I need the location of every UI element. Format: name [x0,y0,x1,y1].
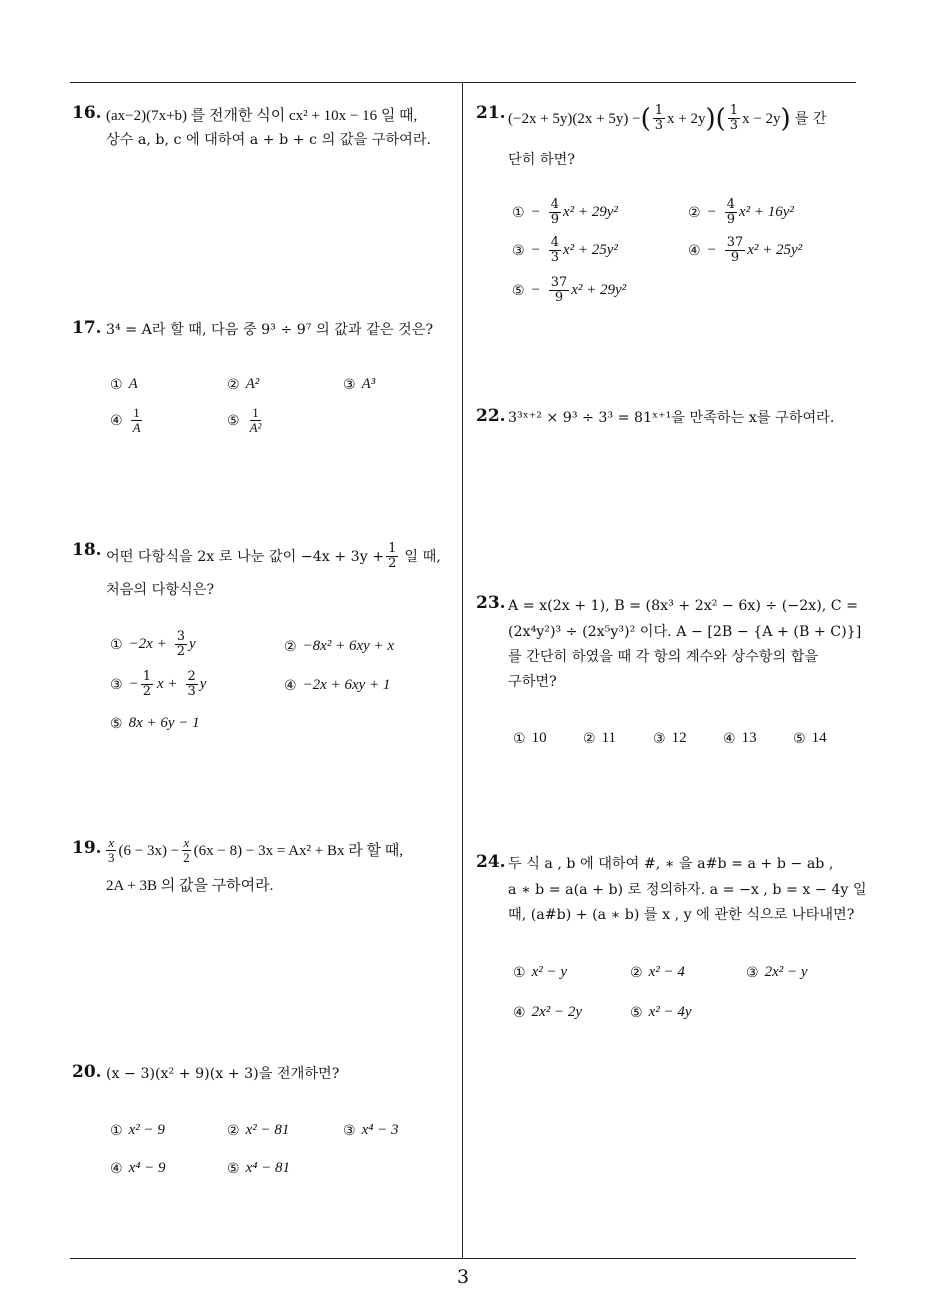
question-number: 21. [476,103,506,123]
choice-1[interactable]: ① − $\frac{4}{9}$ x² + 29y² [512,197,618,227]
choice-1[interactable]: ① −2x + $\frac{3}{2}$ y [110,629,196,659]
bottom-rule [70,1258,856,1259]
choice-4[interactable]: ④ x⁴ − 9 [110,1160,166,1177]
choice-2[interactable]: ② x² − 4 [630,964,685,981]
question-text: $\frac{x}{3}$ (6 − 3x) − $\frac{x}{2}$ (6x − 8) − 3x = Ax² + Bx 라 할 때, [108,835,403,865]
choice-5[interactable]: ⑤ − $\frac{37}{9}$ x² + 29y² [512,275,627,305]
question-number: 19. [72,838,102,858]
right-paren: ) [705,103,716,134]
choice-4[interactable]: ④ − $\frac{37}{9}$ x² + 25y² [688,235,803,265]
choice-1[interactable]: ① x² − 9 [110,1122,165,1139]
choice-4[interactable]: ④ $\frac{1}{A}$ [110,405,141,435]
question-number: 22. [476,406,506,426]
question-text: 처음의 다항식은? [106,582,215,598]
choice-3[interactable]: ③ − $\frac{1}{2}$ x + $\frac{2}{3}$ y [110,669,207,699]
question-number: 16. [72,103,102,123]
left-paren: ( [715,103,726,134]
choice-1[interactable]: ① x² − y [513,964,567,981]
choice-5[interactable]: ⑤ 14 [793,730,827,747]
question-text: (x − 3)(x² + 9)(x + 3)을 전개하면? [106,1066,340,1082]
choice-5[interactable]: ⑤ 8x + 6y − 1 [110,715,200,732]
question-text: 때, (a#b) + (a ∗ b) 를 x , y 에 관한 식으로 나타내면? [508,907,855,923]
question-text: 를 간단히 하였을 때 각 항의 계수와 상수항의 합을 [508,649,819,665]
question-text: 상수 a, b, c 에 대하여 a + b + c 의 값을 구하여라. [106,132,432,148]
question-text: (2x⁴y²)³ ÷ (2x⁵y³)² 이다. A − [2B − {A + (B + C)}] [508,624,862,640]
right-paren: ) [780,103,791,134]
question-text: a ∗ b = a(a + b) 로 정의하자. a = −x , b = x − 4y 일 [508,882,867,898]
question-text: (ax−2)(7x+b) 를 전개한 식이 cx² + 10x − 16 일 때, [106,108,418,124]
choice-3[interactable]: ③ x⁴ − 3 [343,1122,399,1139]
question-text: (−2x + 5y)(2x + 5y) − ( $\frac{1}{3}$ x + 2y ) ( $\frac{1}{3}$ x − 2y ) 를 간 [508,103,827,134]
choice-2[interactable]: ② x² − 81 [227,1122,290,1139]
choice-2[interactable]: ② − $\frac{4}{9}$ x² + 16y² [688,197,794,227]
column-divider [462,83,463,1259]
choice-3[interactable]: ③ A³ [343,376,376,393]
page-number: 3 [456,1266,470,1288]
choice-3[interactable]: ③ 12 [653,730,687,747]
question-text: 2A + 3B 의 값을 구하여라. [106,878,274,894]
choice-1[interactable]: ① A [110,376,138,393]
choice-2[interactable]: ② 11 [583,730,617,747]
question-text: 어떤 다항식을 2x 로 나눈 값이 −4x + 3y + $\frac{1}{2}$ 일 때, [106,541,441,571]
choice-2[interactable]: ② A² [227,376,260,393]
choice-5[interactable]: ⑤ x⁴ − 81 [227,1160,291,1177]
choice-5[interactable]: ⑤ $\frac{1}{\text{A²}}$ [227,405,262,435]
choice-3[interactable]: ③ − $\frac{4}{3}$ x² + 25y² [512,235,618,265]
question-number: 18. [72,540,102,560]
choice-5[interactable]: ⑤ x² − 4y [630,1004,692,1021]
choice-2[interactable]: ② −8x² + 6xy + x [284,638,395,655]
question-text: 3⁴ = A라 할 때, 다음 중 9³ ÷ 9⁷ 의 값과 같은 것은? [106,322,434,338]
choice-1[interactable]: ① 10 [513,730,547,747]
question-text: 3³ˣ⁺² × 9³ ÷ 3³ = 81ˣ⁺¹을 만족하는 x를 구하여라. [508,410,835,426]
question-number: 17. [72,318,102,338]
top-rule [70,82,856,83]
choice-3[interactable]: ③ 2x² − y [746,964,808,981]
choice-4[interactable]: ④ 2x² − 2y [513,1004,582,1021]
choice-4[interactable]: ④ 13 [723,730,757,747]
choice-4[interactable]: ④ −2x + 6xy + 1 [284,677,391,694]
question-number: 24. [476,852,506,872]
left-paren: ( [640,103,651,134]
question-text: A = x(2x + 1), B = (8x³ + 2x² − 6x) ÷ (−2x), C = [508,598,859,614]
question-number: 20. [72,1062,102,1082]
question-number: 23. [476,593,506,613]
question-text: 두 식 a , b 에 대하여 #, ∗ 을 a#b = a + b − ab , [508,856,834,872]
question-text: 단히 하면? [508,152,575,168]
question-text: 구하면? [508,674,557,690]
